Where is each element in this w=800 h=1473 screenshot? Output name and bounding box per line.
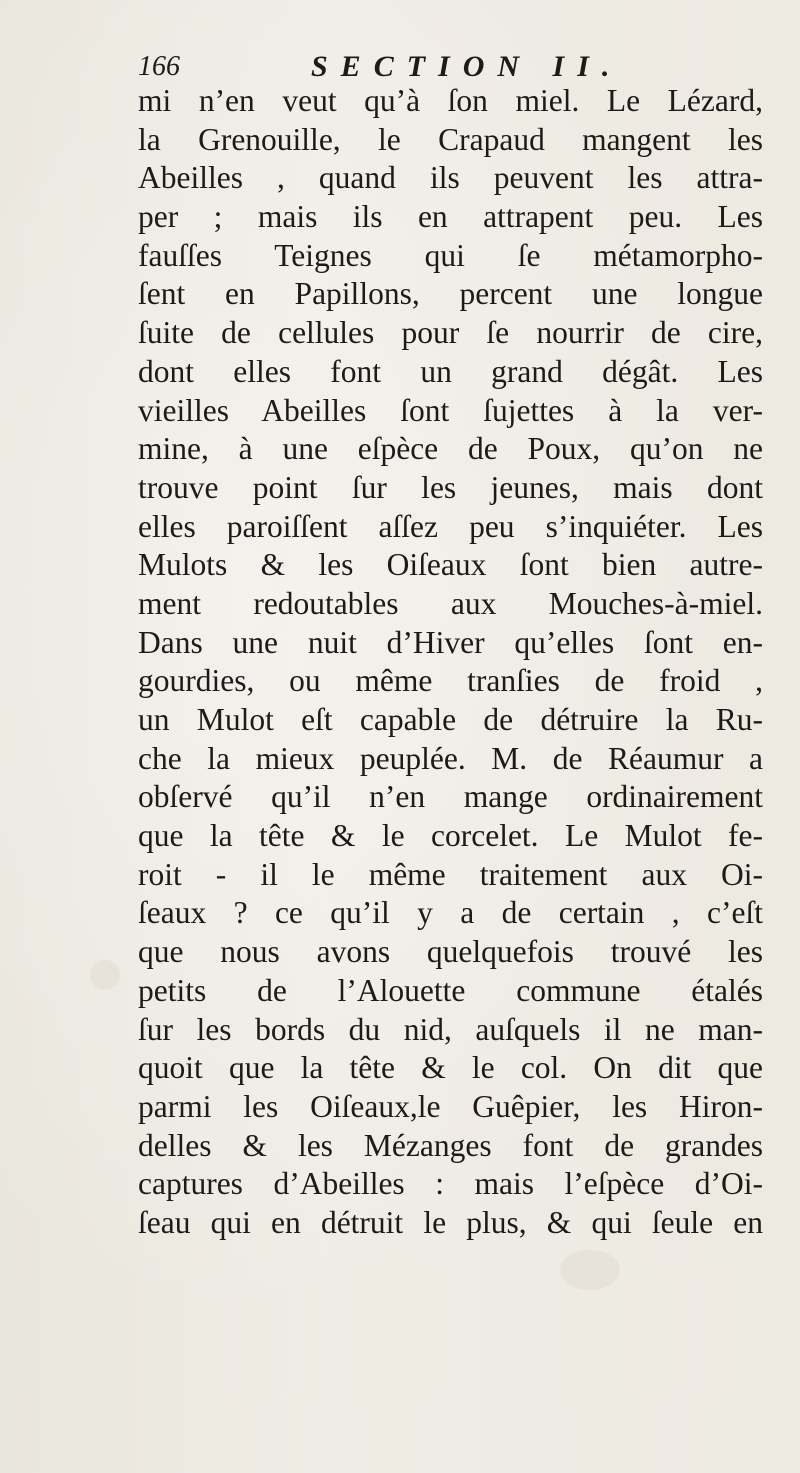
text-line: fauſſes Teignes qui ſe métamorpho- (138, 237, 763, 273)
text-line: que nous avons quelquefois trouvé les (138, 934, 763, 970)
text-line: mi n’en veut qu’à ſon miel. Le Lézard, (138, 83, 763, 118)
text-line: ſent en Papillons, percent une longue (138, 276, 763, 312)
text-line: ſeau qui en détruit le plus, & qui ſeule en (138, 1204, 763, 1240)
text-line: captures d’Abeilles : mais l’eſpèce d’Oi- (138, 1166, 763, 1202)
text-line: ment redoutables aux Mouches-à-miel. (138, 585, 763, 621)
text-line: per ; mais ils en attrapent peu. Les (138, 199, 763, 235)
text-line: delles & les Mézanges font de grandes (138, 1127, 763, 1163)
text-line: dont elles font un grand dégât. Les (138, 353, 763, 389)
text-line: quoit que la tête & le col. On dit que (138, 1050, 763, 1086)
text-line: la Grenouille, le Crapaud mangent les (138, 121, 763, 157)
text-line: Dans une nuit d’Hiver qu’elles ſont en- (138, 624, 763, 660)
text-line: ſur les bords du nid, auſquels il ne man- (138, 1011, 763, 1047)
text-line: Abeilles , quand ils peuvent les attra- (138, 160, 763, 196)
paper-stain (560, 1250, 620, 1290)
body-text (138, 82, 763, 1243)
text-line: ſuite de cellules pour ſe nourrir de cire, (138, 315, 763, 351)
page-number: 166 (138, 51, 180, 82)
text-line: trouve point ſur les jeunes, mais dont (138, 469, 763, 505)
text-line: elles paroiſſent aſſez peu s’inquiéter. Les (138, 508, 763, 544)
text-line: che la mieux peuplée. M. de Réaumur a (138, 740, 763, 776)
text-line: gourdies, ou même tranſies de froid , (138, 663, 763, 699)
text-line: vieilles Abeilles ſont ſujettes à la ver- (138, 392, 763, 428)
text-line: parmi les Oiſeaux,le Guêpier, les Hiron- (138, 1088, 763, 1124)
text-line: Mulots & les Oiſeaux ſont bien autre- (138, 547, 763, 583)
text-line: mine, à une eſpèce de Poux, qu’on ne (138, 431, 763, 467)
section-title: SECTION II. (311, 50, 623, 83)
text-line: obſervé qu’il n’en mange ordinairement (138, 779, 763, 815)
text-line: ſeaux ? ce qu’il y a de certain , c’eſt (138, 895, 763, 931)
text-line: petits de l’Alouette commune étalés (138, 972, 763, 1008)
text-line: roit - il le même traitement aux Oi- (138, 856, 763, 892)
text-line: un Mulot eſt capable de détruire la Ru- (138, 702, 763, 737)
text-line: que la tête & le corcelet. Le Mulot fe- (138, 818, 763, 854)
paper-stain (90, 960, 120, 990)
